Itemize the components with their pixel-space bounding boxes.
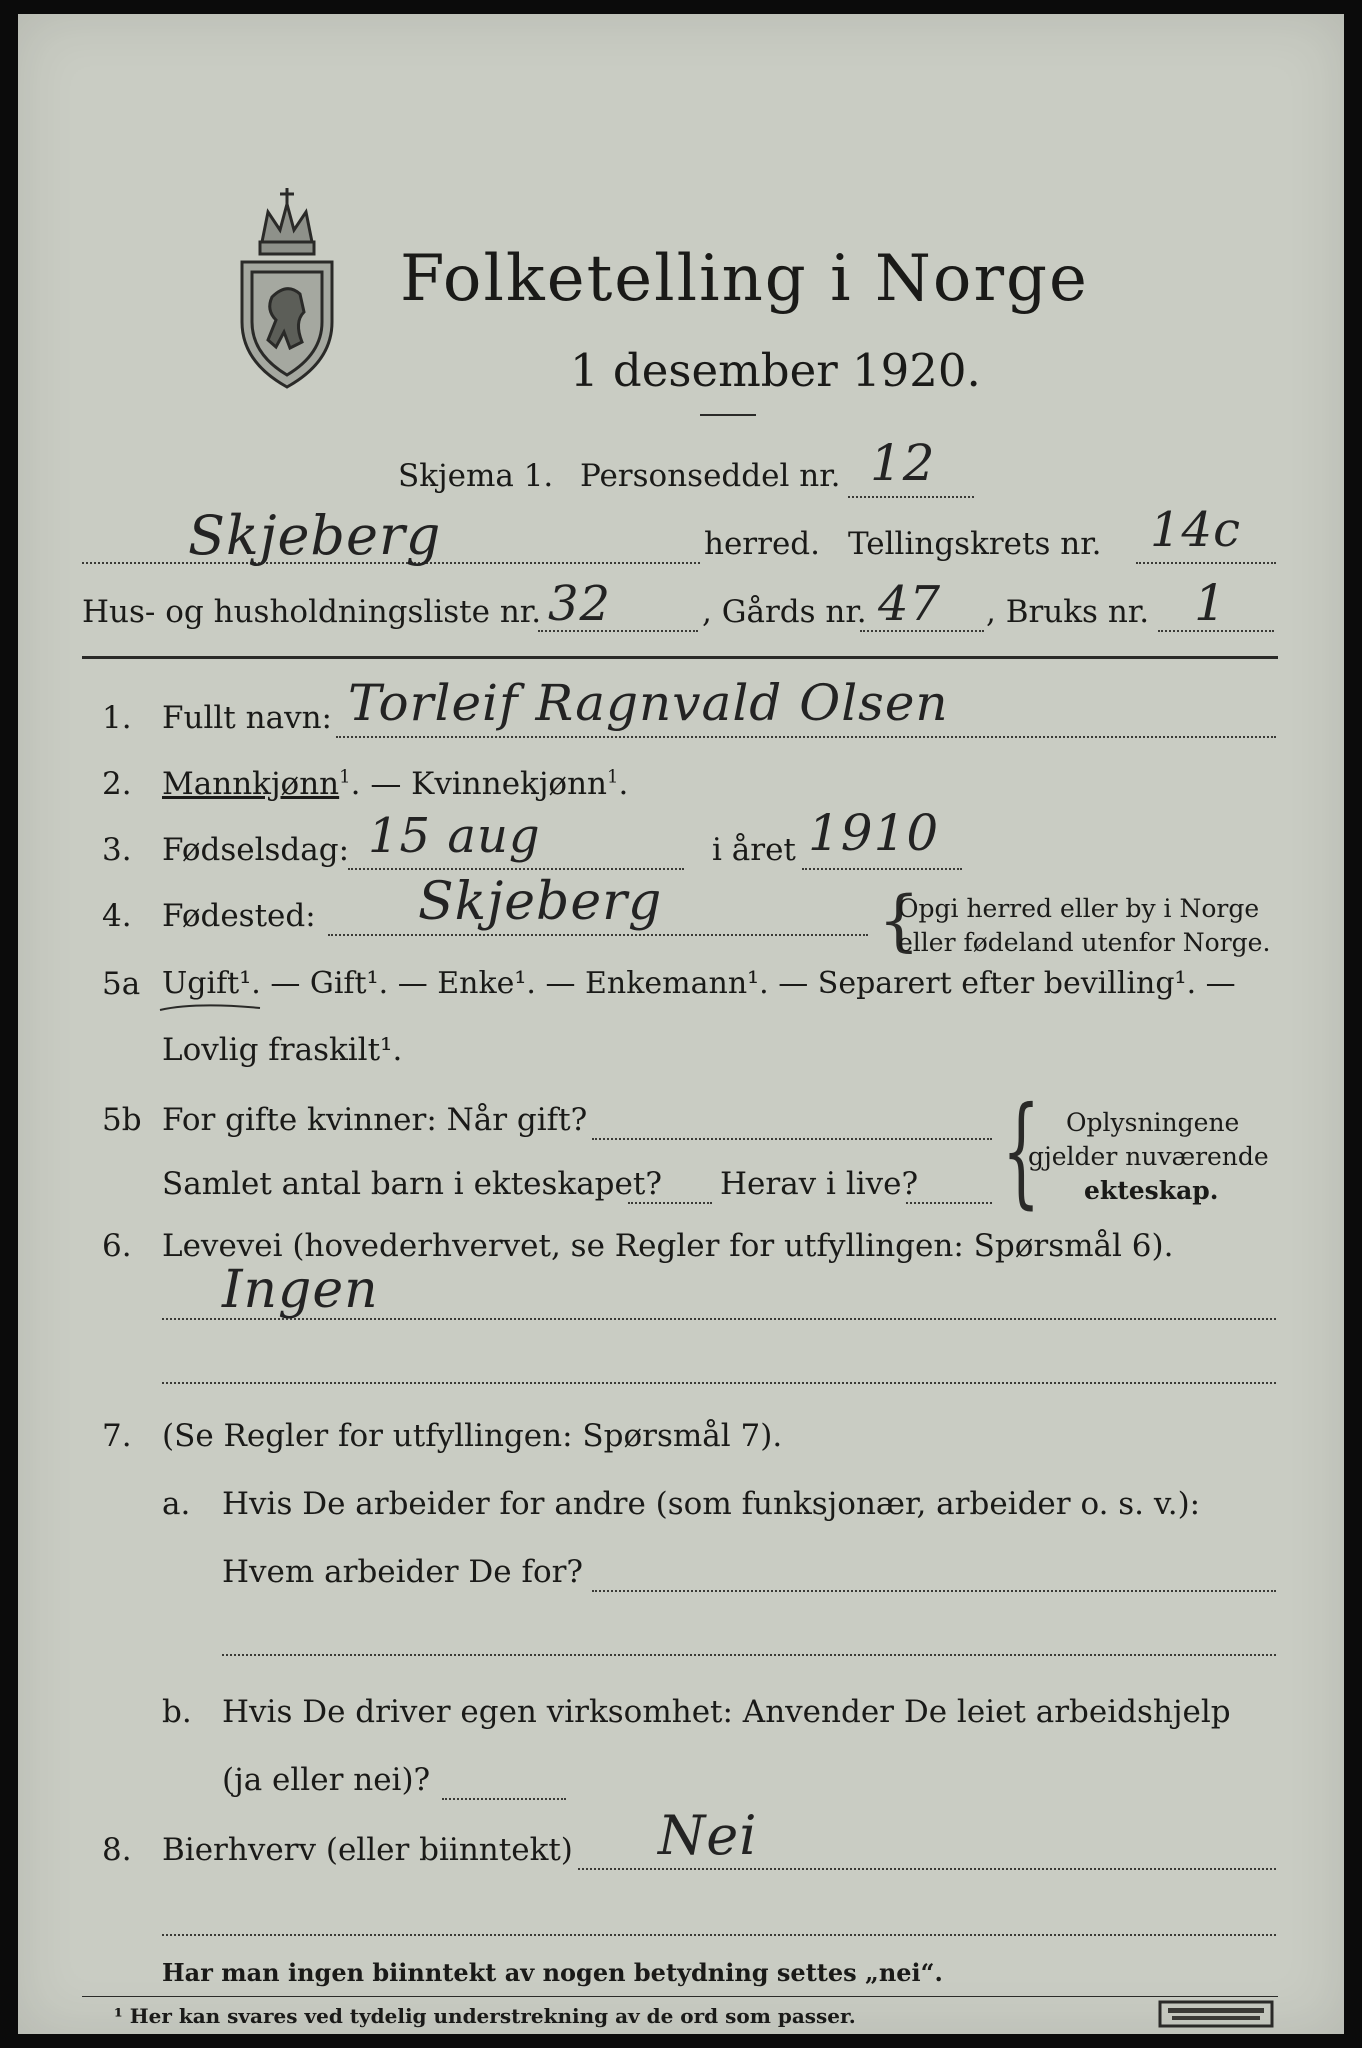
q5b-line2 <box>628 1202 712 1204</box>
q4-label: Fødested: <box>162 898 316 934</box>
q4-brace: { <box>878 882 920 959</box>
q2-end: . <box>618 766 629 802</box>
q3-year-label: i året <box>712 832 796 868</box>
q7b-line1: Hvis De driver egen virksomhet: Anvender De leiet arbeidshjelp <box>222 1694 1231 1730</box>
q5a-number: 5a <box>102 966 141 1002</box>
tellingskrets-line <box>1136 562 1276 564</box>
footnote: ¹ Her kan svares ved tydelig understrekning av de ord som passer. <box>114 2004 856 2028</box>
q7a-line2: Hvem arbeider De for? <box>222 1554 584 1590</box>
q1-value: Torleif Ragnvald Olsen <box>348 674 949 732</box>
herred-value: Skjeberg <box>188 504 442 567</box>
q1-line <box>336 736 1276 738</box>
q5b-note2: gjelder nuværende <box>1028 1142 1269 1171</box>
gards-label: , Gårds nr. <box>702 594 867 630</box>
q2-options: Mannkjønn$^1$. — Kvinnekjønn$^1$. <box>162 766 629 802</box>
q5a-underline-mark <box>156 1000 266 1016</box>
q7a-extra-line <box>222 1654 1276 1656</box>
q4-line <box>328 934 868 936</box>
q5b-label2: Samlet antal barn i ekteskapet? <box>162 1166 662 1202</box>
q2-number: 2. <box>102 766 132 802</box>
skjema-label: Skjema 1. <box>398 458 554 494</box>
personseddel-line <box>848 496 974 498</box>
q7b-letter: b. <box>162 1694 192 1730</box>
q5b-label3: Herav i live? <box>720 1166 919 1202</box>
q5b-line1 <box>592 1138 992 1140</box>
bruks-label: , Bruks nr. <box>986 594 1150 630</box>
printer-stamp-icon <box>1158 2000 1274 2028</box>
q5b-note3: ekteskap. <box>1084 1176 1219 1205</box>
husliste-label: Hus- og husholdningsliste nr. <box>82 594 542 630</box>
q5b-label1: For gifte kvinner: Når gift? <box>162 1102 588 1138</box>
q2-male: Mannkjønn <box>162 766 340 802</box>
q3-label: Fødselsdag: <box>162 832 350 868</box>
q7-label: (Se Regler for utfyllingen: Spørsmål 7). <box>162 1418 783 1454</box>
q8-label: Bierhverv (eller biinntekt) <box>162 1832 573 1868</box>
personseddel-value: 12 <box>870 434 936 492</box>
personseddel-label: Personseddel nr. <box>580 458 841 494</box>
q8-number: 8. <box>102 1832 132 1868</box>
q4-note-2: eller fødeland utenfor Norge. <box>898 928 1271 957</box>
q4-value: Skjeberg <box>418 872 663 932</box>
q3-number: 3. <box>102 832 132 868</box>
form-title: Folketelling i Norge <box>400 242 1089 316</box>
q6-number: 6. <box>102 1228 132 1264</box>
q7b-line <box>442 1798 566 1800</box>
husliste-value: 32 <box>548 576 612 632</box>
q3-value: 15 aug <box>368 808 541 864</box>
q3-year-value: 1910 <box>808 804 940 862</box>
q7-number: 7. <box>102 1418 132 1454</box>
q8-value: Nei <box>658 1804 758 1867</box>
q6-line2 <box>162 1382 1276 1384</box>
q7b-line2: (ja eller nei)? <box>222 1762 431 1798</box>
q8-extra-line <box>162 1934 1276 1936</box>
q2-female: Kvinnekjønn <box>411 766 608 802</box>
q1-number: 1. <box>102 700 132 736</box>
q5a-line2: Lovlig fraskilt¹. <box>162 1032 403 1068</box>
q5b-number: 5b <box>102 1102 142 1138</box>
q4-note-1: Opgi herred eller by i Norge <box>898 894 1260 923</box>
gards-value: 47 <box>878 576 942 632</box>
bruks-value: 1 <box>1194 574 1227 632</box>
q8-note: Har man ingen biinntekt av nogen betydning settes „nei“. <box>162 1958 943 1987</box>
title-underline <box>700 414 756 416</box>
q4-number: 4. <box>102 898 132 934</box>
tellingskrets-value: 14c <box>1150 502 1241 558</box>
q6-label: Levevei (hovederhvervet, se Regler for utfyllingen: Spørsmål 6). <box>162 1228 1174 1264</box>
q2-sep: . — <box>350 766 412 802</box>
herred-label: herred. <box>704 526 820 562</box>
header-separator <box>82 656 1278 659</box>
coat-of-arms-icon <box>232 182 342 392</box>
q6-value: Ingen <box>222 1260 379 1320</box>
q8-line <box>578 1868 1276 1870</box>
q5a-line1: Ugift¹. — Gift¹. — Enke¹. — Enkemann¹. — Separert efter bevilling¹. — <box>162 966 1236 1001</box>
q5b-note1: Oplysningene <box>1066 1108 1240 1137</box>
census-form <box>18 14 1344 2034</box>
census-date: 1 desember 1920. <box>570 344 981 397</box>
q3-year-line <box>802 868 962 870</box>
q5b-brace: { <box>1002 1082 1041 1221</box>
tellingskrets-label: Tellingskrets nr. <box>848 526 1102 562</box>
q1-label: Fullt navn: <box>162 700 332 736</box>
q7a-letter: a. <box>162 1486 191 1522</box>
q7a-line <box>592 1590 1276 1592</box>
footnote-separator <box>82 1996 1278 1997</box>
q3-day-line <box>348 868 684 870</box>
q5b-line3 <box>906 1202 992 1204</box>
q7a-line1: Hvis De arbeider for andre (som funksjonær, arbeider o. s. v.): <box>222 1486 1201 1522</box>
